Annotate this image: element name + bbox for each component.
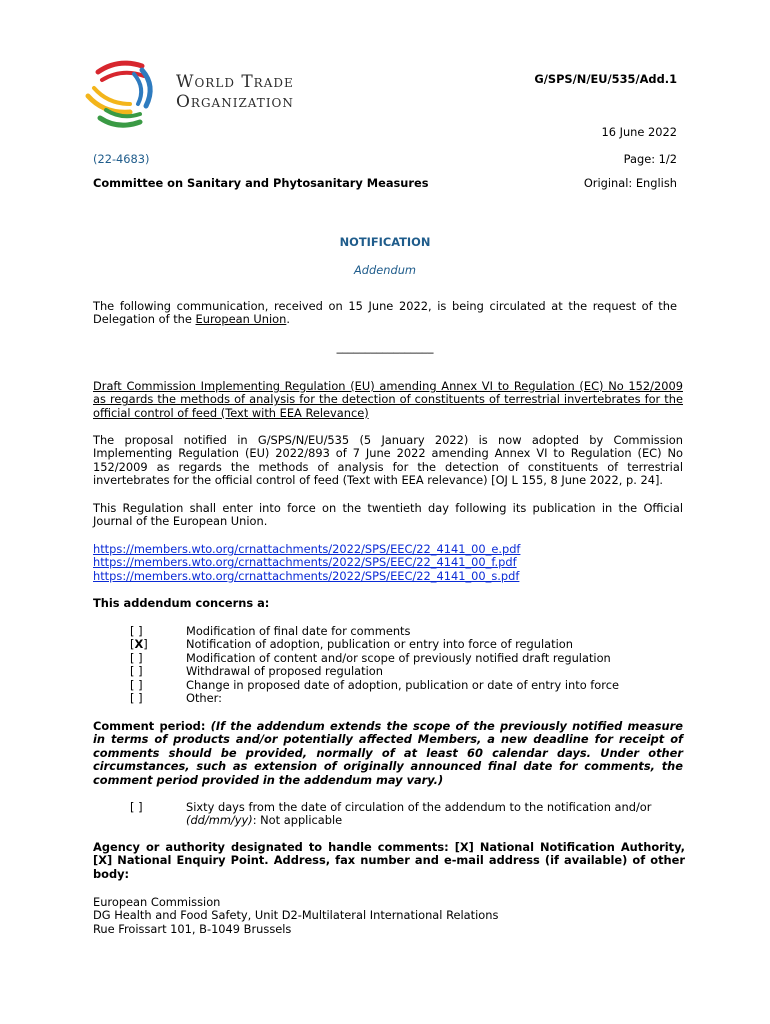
comment-period-option: [186, 801, 686, 828]
committee-name: Committee on Sanitary and Phytosanitary Measures: [93, 176, 429, 190]
agency-heading: Agency or authority designated to handle comments: [X] National Notification Authority, [X] National Enquiry Point. Address, fax number and e-mail address (if available) of other body:: [93, 840, 685, 881]
checkbox-checked: [X]: [130, 637, 148, 652]
regulation-title: Draft Commission Implementing Regulation (EU) amending Annex VI to Regulation (EC) No 152/2009 as regards the methods of analysis for the detection of constituents of terrestrial invertebrates for the official control of feed (Text with EEA Relevance): [93, 379, 683, 420]
european-union-link[interactable]: European Union: [195, 312, 287, 327]
agency-address-line: European Commission: [93, 895, 221, 909]
agency-address-line: Rue Froissart 101, B-1049 Brussels: [93, 921, 292, 936]
document-symbol: G/SPS/N/EU/535/Add.1: [534, 72, 677, 86]
comment-period-block: [93, 720, 683, 787]
concern-item: [130, 665, 690, 678]
concern-label: Modification of content and/or scope of previously notified draft regulation: [186, 650, 611, 665]
concern-item: [130, 625, 690, 638]
attachment-links: [93, 543, 520, 583]
concern-item: [130, 692, 690, 705]
org-name-line1: World Trade: [176, 72, 294, 92]
comment-period-option-tail: : Not applicable: [252, 813, 343, 828]
reference-number: (22-4683): [93, 152, 150, 166]
comment-period-text: (If the addendum extends the scope of the previously notified measure in terms of products and/or potentially affected Members, a new deadline for receipt of comments should be provided, normally of at least 60 calendar days. Under other circumstances, such as extension of originally announced final date for comments, the comment period provided in the addendum may vary.): [93, 719, 684, 787]
addendum-subtitle: Addendum: [353, 263, 417, 277]
concern-label: Other:: [186, 691, 222, 705]
agency-address-line: DG Health and Food Safety, Unit D2-Multilateral International Relations: [93, 908, 499, 923]
comment-period-option-text: Sixty days from the date of circulation of the addendum to the notification and/or: [186, 800, 652, 814]
intro-paragraph: [93, 300, 677, 327]
page-indicator: Page: 1/2: [623, 152, 677, 166]
checkbox: [ ]: [130, 664, 143, 679]
wto-logo: [84, 56, 334, 132]
intro-text: The following communication, received on 15 June 2022, is being circulated at the request of the Delegation of the: [93, 299, 677, 327]
org-name-line2: Organization: [176, 92, 294, 112]
concern-item: [130, 679, 690, 692]
adoption-paragraph: The proposal notified in G/SPS/N/EU/535 (5 January 2022) is now adopted by Commission Implementing Regulation (EU) 2022/893 of 7 June 2022 amending Annex VI to Regulation (EC) No 152/2009 as regards the methods of analysis for the detection of constituents of terrestrial invertebrates for the official control of feed (Text with EEA relevance) [OJ L 155, 8 June 2022, p. 24].: [93, 433, 683, 488]
concern-label: Notification of adoption, publication or entry into force of regulation: [186, 637, 573, 652]
entry-into-force-paragraph: This Regulation shall enter into force on the twentieth day following its publication in the Official Journal of the European Union.: [93, 501, 683, 529]
agency-address: [93, 896, 498, 936]
checkbox: [ ]: [130, 650, 143, 665]
checkbox: [ ]: [130, 691, 143, 705]
checkbox: [ ]: [130, 624, 143, 638]
concern-label: Modification of final date for comments: [186, 624, 411, 638]
concerns-heading: This addendum concerns a:: [93, 596, 270, 610]
comment-period-label: Comment period:: [93, 719, 211, 733]
notification-title: NOTIFICATION: [339, 235, 431, 249]
comment-period-date-format: (dd/mm/yy): [186, 813, 253, 828]
concern-item: [130, 638, 690, 651]
intro-period: .: [286, 312, 290, 327]
concern-label: Change in proposed date of adoption, publication or date of entry into force: [186, 677, 619, 692]
checkbox: [ ]: [130, 677, 143, 692]
attachment-link-spanish[interactable]: https://members.wto.org/crnattachments/2022/SPS/EEC/22_4141_00_s.pdf: [93, 568, 520, 583]
separator-line: _________________: [336, 340, 434, 354]
wto-emblem-icon: [84, 56, 162, 132]
concern-item: [130, 652, 690, 665]
attachment-link-english[interactable]: https://members.wto.org/crnattachments/2022/SPS/EEC/22_4141_00_e.pdf: [93, 542, 521, 556]
attachment-link-french[interactable]: https://members.wto.org/crnattachments/2022/SPS/EEC/22_4141_00_f.pdf: [93, 555, 517, 570]
original-language: Original: English: [583, 176, 677, 190]
comment-period-checkbox: [ ]: [130, 800, 143, 814]
concern-label: Withdrawal of proposed regulation: [186, 664, 383, 679]
document-date: 16 June 2022: [601, 125, 677, 139]
